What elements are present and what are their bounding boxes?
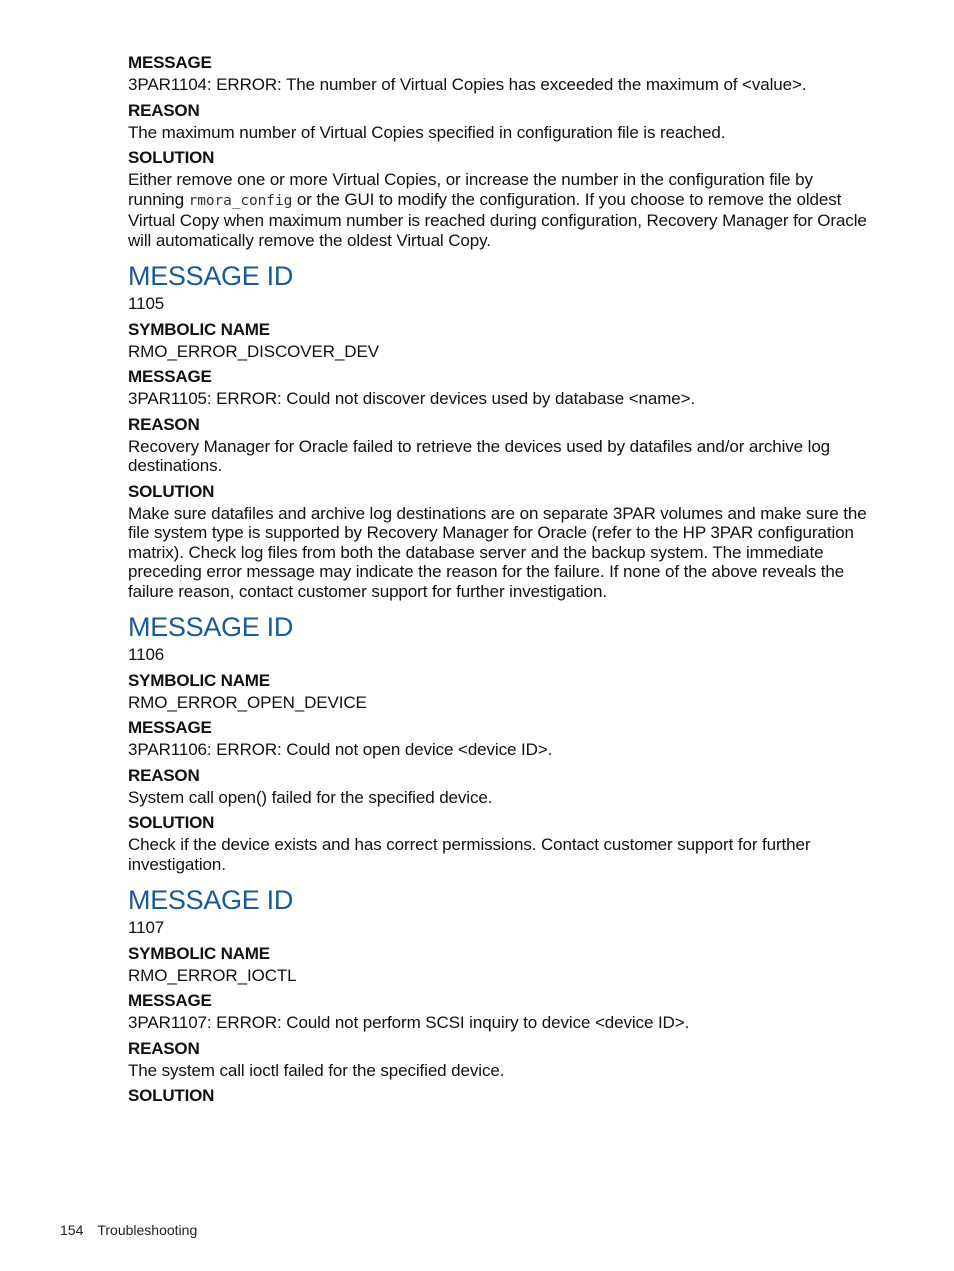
message-label: MESSAGE [128, 991, 212, 1010]
solution-label: SOLUTION [128, 1086, 215, 1105]
symbolic-name-label: SYMBOLIC NAME [128, 670, 270, 690]
solution-text-post: or the GUI to modify the configuration. If you choose to remove the oldest Virtual Copy when maximum number is reached during configuration, Recovery Manager for Oracle will automatically remove the oldest Virtual Copy. [128, 189, 867, 250]
solution-text: Check if the device exists and has correct permissions. Contact customer support for further investigation. [128, 835, 811, 874]
document-page [128, 52, 873, 1106]
page-footer [60, 1222, 197, 1238]
reason-text: Recovery Manager for Oracle failed to retrieve the devices used by datafiles and/or archive log destinations. [128, 436, 831, 475]
solution-text: Make sure datafiles and archive log destinations are on separate 3PAR volumes and make sure the file system type is supported by Recovery Manager for Oracle (refer to the HP 3PAR configuration matrix). Check log files from both the database server and the backup system. The immediate preceding error message may indicate the reason for the failure. If none of the above reveals the failure reason, contact customer support for further investigation. [128, 503, 867, 601]
reason-text: System call open() failed for the specified device. [128, 787, 493, 807]
reason-label: REASON [128, 765, 200, 785]
section-heading: MESSAGE ID [128, 261, 294, 291]
message-label: MESSAGE [128, 718, 212, 737]
message-id-value: 1106 [128, 645, 165, 664]
message-id-value: 1105 [128, 294, 165, 313]
solution-text-pre: Either remove one or more Virtual Copies, or increase the number in the configuration file by running [128, 170, 813, 209]
message-label: MESSAGE [128, 53, 212, 72]
entry-1106 [128, 611, 873, 874]
footer-section-title: Troubleshooting [97, 1222, 198, 1238]
command-code: rmora_config [188, 192, 293, 209]
entry-1104 [128, 52, 873, 250]
message-text: 3PAR1106: ERROR: Could not open device <device ID>. [128, 740, 553, 759]
reason-label: REASON [128, 100, 200, 120]
entry-1105 [128, 260, 873, 601]
solution-text [128, 170, 873, 250]
symbolic-name-value: RMO_ERROR_OPEN_DEVICE [128, 692, 367, 712]
reason-label: REASON [128, 414, 200, 434]
section-heading: MESSAGE ID [128, 612, 294, 642]
symbolic-name-value: RMO_ERROR_DISCOVER_DEV [128, 341, 379, 361]
solution-label: SOLUTION [128, 813, 215, 832]
symbolic-name-label: SYMBOLIC NAME [128, 319, 270, 339]
page-number: 154 [60, 1222, 84, 1238]
solution-label: SOLUTION [128, 481, 215, 501]
message-label: MESSAGE [128, 367, 212, 386]
message-text: 3PAR1107: ERROR: Could not perform SCSI inquiry to device <device ID>. [128, 1013, 690, 1032]
entry-1107 [128, 884, 873, 1106]
reason-label: REASON [128, 1038, 200, 1058]
symbolic-name-label: SYMBOLIC NAME [128, 943, 270, 963]
message-text: 3PAR1104: ERROR: The number of Virtual Copies has exceeded the maximum of <value>. [128, 75, 807, 94]
symbolic-name-value: RMO_ERROR_IOCTL [128, 965, 297, 985]
solution-label: SOLUTION [128, 148, 215, 167]
reason-text: The system call ioctl failed for the specified device. [128, 1060, 505, 1080]
message-text: 3PAR1105: ERROR: Could not discover devices used by database <name>. [128, 389, 696, 408]
section-heading: MESSAGE ID [128, 885, 294, 915]
message-id-value: 1107 [128, 918, 165, 937]
reason-text: The maximum number of Virtual Copies specified in configuration file is reached. [128, 122, 726, 142]
